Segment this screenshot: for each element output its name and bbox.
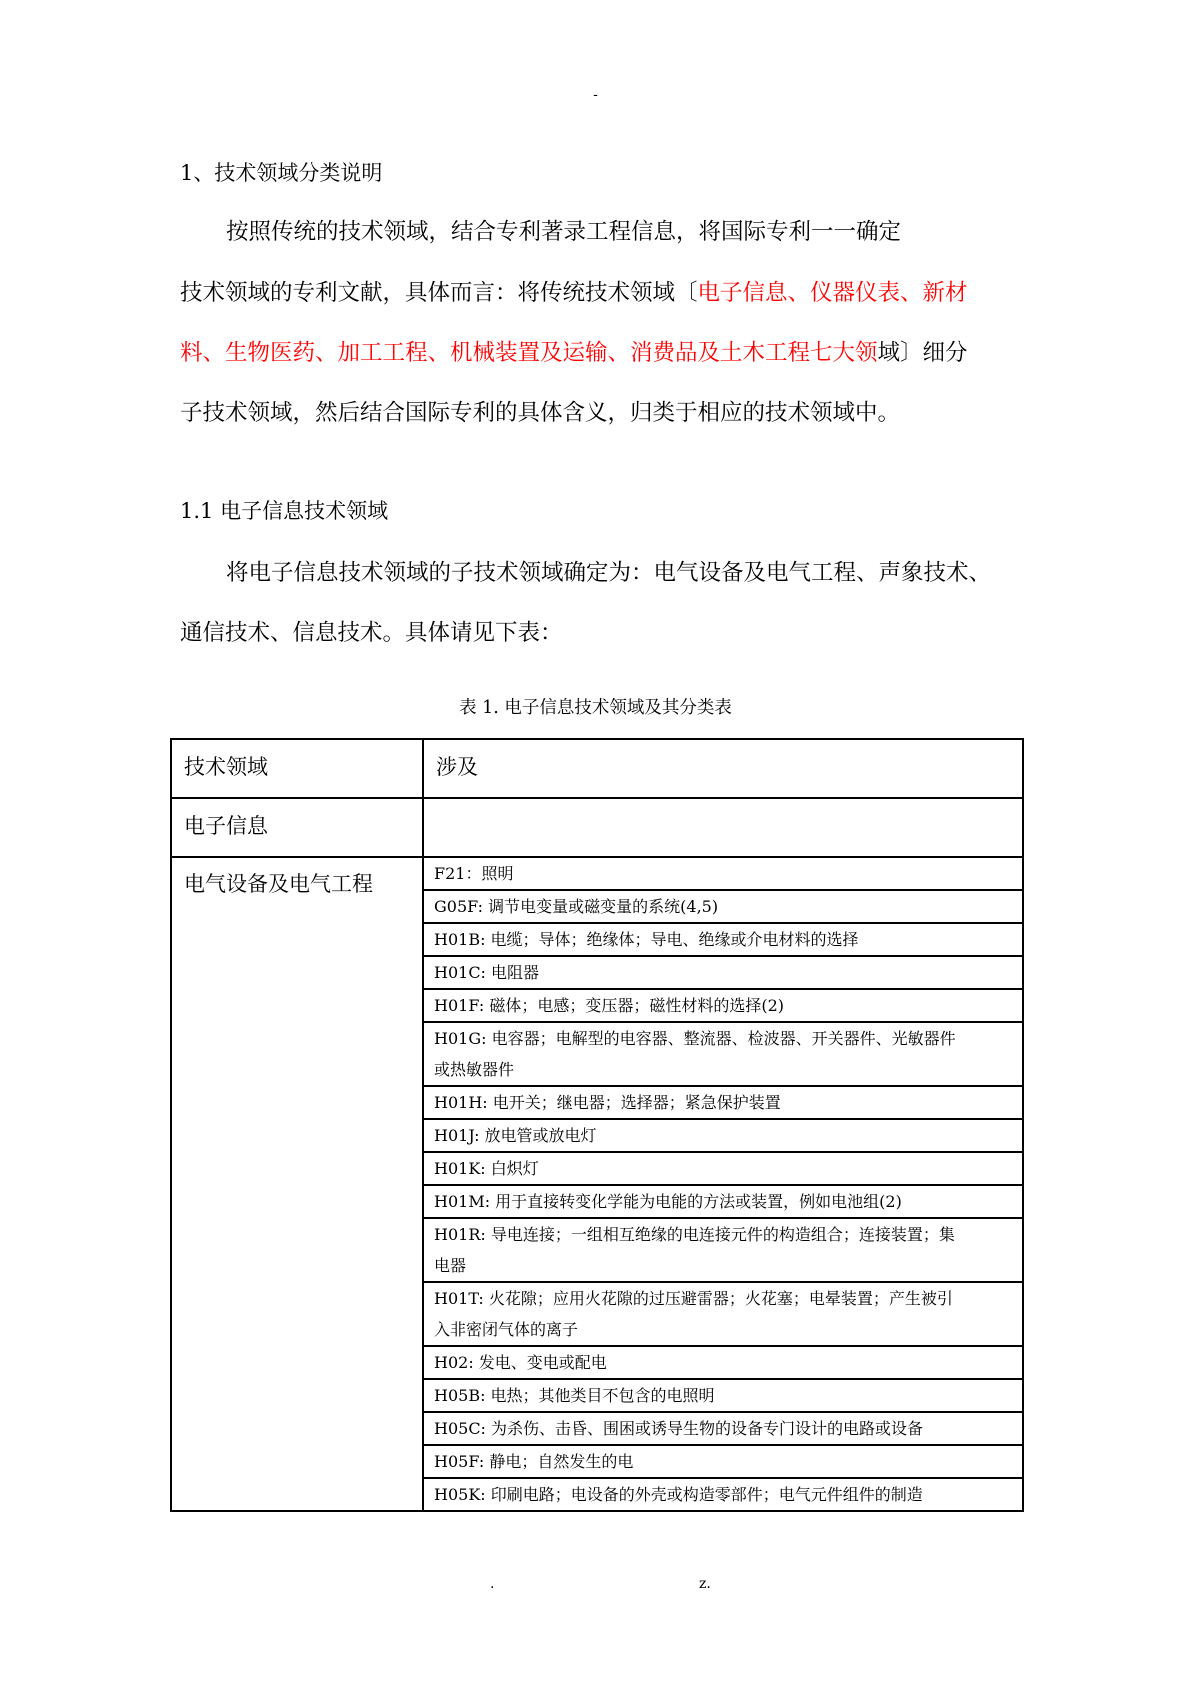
ipc-class-row xyxy=(424,1346,1022,1379)
ipc-class-row xyxy=(424,923,1022,956)
ipc-class-cell xyxy=(424,1152,1022,1185)
ipc-class-row xyxy=(424,1379,1022,1412)
ipc-class-row xyxy=(424,1282,1022,1346)
ipc-class-cell xyxy=(424,1022,1022,1086)
section-heading-1: 1、技术领域分类说明 xyxy=(180,161,383,185)
section1-para-line-2 xyxy=(180,278,968,308)
paragraph-text: 子技术领域，然后结合国际专利的具体含义，归类于相应的技术领域中。 xyxy=(180,400,901,426)
ipc-class-cell xyxy=(424,1282,1022,1346)
ipc-class-text: F21：照明 xyxy=(434,864,514,883)
highlighted-text: 料、生物医药、加工工程、机械装置及运输、消费品及土木工程七大领 xyxy=(180,340,878,366)
ipc-class-text: H01T: 火花隙；应用火花隙的过压避雷器；火花塞；电晕装置；产生被引 xyxy=(434,1289,953,1308)
header-cell-involves: 涉及 xyxy=(423,739,1023,798)
ipc-class-text: H02: 发电、变电或配电 xyxy=(434,1353,607,1372)
group-label: 电气设备及电气工程 xyxy=(184,872,373,896)
ipc-class-text: 电器 xyxy=(434,1256,467,1275)
classification-table xyxy=(170,738,1024,1512)
ipc-class-text: H01M: 用于直接转变化学能为电能的方法或装置，例如电池组(2) xyxy=(434,1192,902,1211)
paragraph-text: 按照传统的技术领域，结合专利著录工程信息，将国际专利一一确定 xyxy=(226,219,902,245)
ipc-class-cell xyxy=(424,1445,1022,1478)
paragraph-text: 通信技术、信息技术。具体请见下表： xyxy=(180,620,563,646)
table-header-row xyxy=(171,739,1023,798)
ipc-class-row xyxy=(424,1152,1022,1185)
highlighted-text: 电子信息、仪器仪表、新材 xyxy=(697,280,968,306)
ipc-class-cell xyxy=(424,890,1022,923)
ipc-class-row xyxy=(424,1218,1022,1282)
table-row-domain xyxy=(171,798,1023,857)
domain-name-cell: 电子信息 xyxy=(171,798,423,857)
header-cell-domain: 技术领域 xyxy=(171,739,423,798)
ipc-class-row xyxy=(424,858,1022,890)
ipc-class-text: G05F: 调节电变量或磁变量的系统(4,5) xyxy=(434,897,719,916)
ipc-class-cell xyxy=(424,1379,1022,1412)
ipc-class-row xyxy=(424,1445,1022,1478)
paragraph-text: 技术领域的专利文献，具体而言：将传统技术领域〔 xyxy=(180,280,698,306)
section1-1-para-line-2 xyxy=(180,618,563,648)
ipc-class-cell xyxy=(424,923,1022,956)
paragraph-text: 域〕细分 xyxy=(877,340,968,366)
table-row-group xyxy=(171,857,1023,1511)
ipc-class-text: H05F: 静电；自然发生的电 xyxy=(434,1452,634,1471)
ipc-class-text: H05C: 为杀伤、击昏、围困或诱导生物的设备专门设计的电路或设备 xyxy=(434,1419,924,1438)
ipc-class-text: H01C: 电阻器 xyxy=(434,963,540,982)
ipc-class-text: H05K: 印刷电路；电设备的外壳或构造零部件；电气元件组件的制造 xyxy=(434,1485,923,1504)
ipc-class-list xyxy=(424,858,1022,1510)
table-caption: 表 1. 电子信息技术领域及其分类表 xyxy=(459,698,732,718)
ipc-class-row xyxy=(424,1478,1022,1510)
section1-para-line-3 xyxy=(180,338,968,368)
ipc-class-row xyxy=(424,1185,1022,1218)
section1-para-line-1 xyxy=(226,217,901,247)
ipc-class-text: H01G: 电容器；电解型的电容器、整流器、检波器、开关器件、光敏器件 xyxy=(434,1029,956,1048)
ipc-class-text: H01J: 放电管或放电灯 xyxy=(434,1126,597,1145)
ipc-class-cell xyxy=(424,956,1022,989)
ipc-class-cell xyxy=(424,858,1022,890)
section1-1-para-line-1 xyxy=(226,558,991,588)
section-heading-1-1: 1.1 电子信息技术领域 xyxy=(180,499,389,523)
ipc-class-text: H01F: 磁体；电感；变压器；磁性材料的选择(2) xyxy=(434,996,784,1015)
ipc-class-cell xyxy=(424,1185,1022,1218)
ipc-class-text: H01K: 白炽灯 xyxy=(434,1159,539,1178)
ipc-class-row xyxy=(424,1412,1022,1445)
ipc-class-cell xyxy=(424,1218,1022,1282)
ipc-class-text: 或热敏器件 xyxy=(434,1060,515,1079)
page-header-mark: - xyxy=(593,87,598,103)
footer-left-mark: . xyxy=(490,1576,495,1592)
section1-para-line-4 xyxy=(180,398,900,428)
ipc-class-row xyxy=(424,1119,1022,1152)
domain-involves-cell xyxy=(423,798,1023,857)
ipc-class-text: H01B: 电缆；导体；绝缘体；导电、绝缘或介电材料的选择 xyxy=(434,930,859,949)
group-items-cell xyxy=(423,857,1023,1511)
ipc-class-cell xyxy=(424,1412,1022,1445)
ipc-class-text: H01H: 电开关；继电器；选择器；紧急保护装置 xyxy=(434,1093,781,1112)
ipc-class-row xyxy=(424,989,1022,1022)
ipc-class-row xyxy=(424,890,1022,923)
ipc-class-cell xyxy=(424,1478,1022,1510)
ipc-class-row xyxy=(424,1086,1022,1119)
footer-right-mark: z. xyxy=(699,1576,711,1592)
ipc-class-row xyxy=(424,956,1022,989)
ipc-class-cell xyxy=(424,1119,1022,1152)
group-label-cell xyxy=(171,857,423,1511)
ipc-class-row xyxy=(424,1022,1022,1086)
ipc-class-text: 入非密闭气体的离子 xyxy=(434,1320,579,1339)
ipc-class-cell xyxy=(424,1086,1022,1119)
ipc-class-text: H01R: 导电连接；一组相互绝缘的电连接元件的构造组合；连接装置；集 xyxy=(434,1225,955,1244)
paragraph-text: 将电子信息技术领域的子技术领域确定为：电气设备及电气工程、声象技术、 xyxy=(226,560,992,586)
ipc-class-text: H05B: 电热；其他类目不包含的电照明 xyxy=(434,1386,715,1405)
ipc-class-cell xyxy=(424,1346,1022,1379)
ipc-class-cell xyxy=(424,989,1022,1022)
